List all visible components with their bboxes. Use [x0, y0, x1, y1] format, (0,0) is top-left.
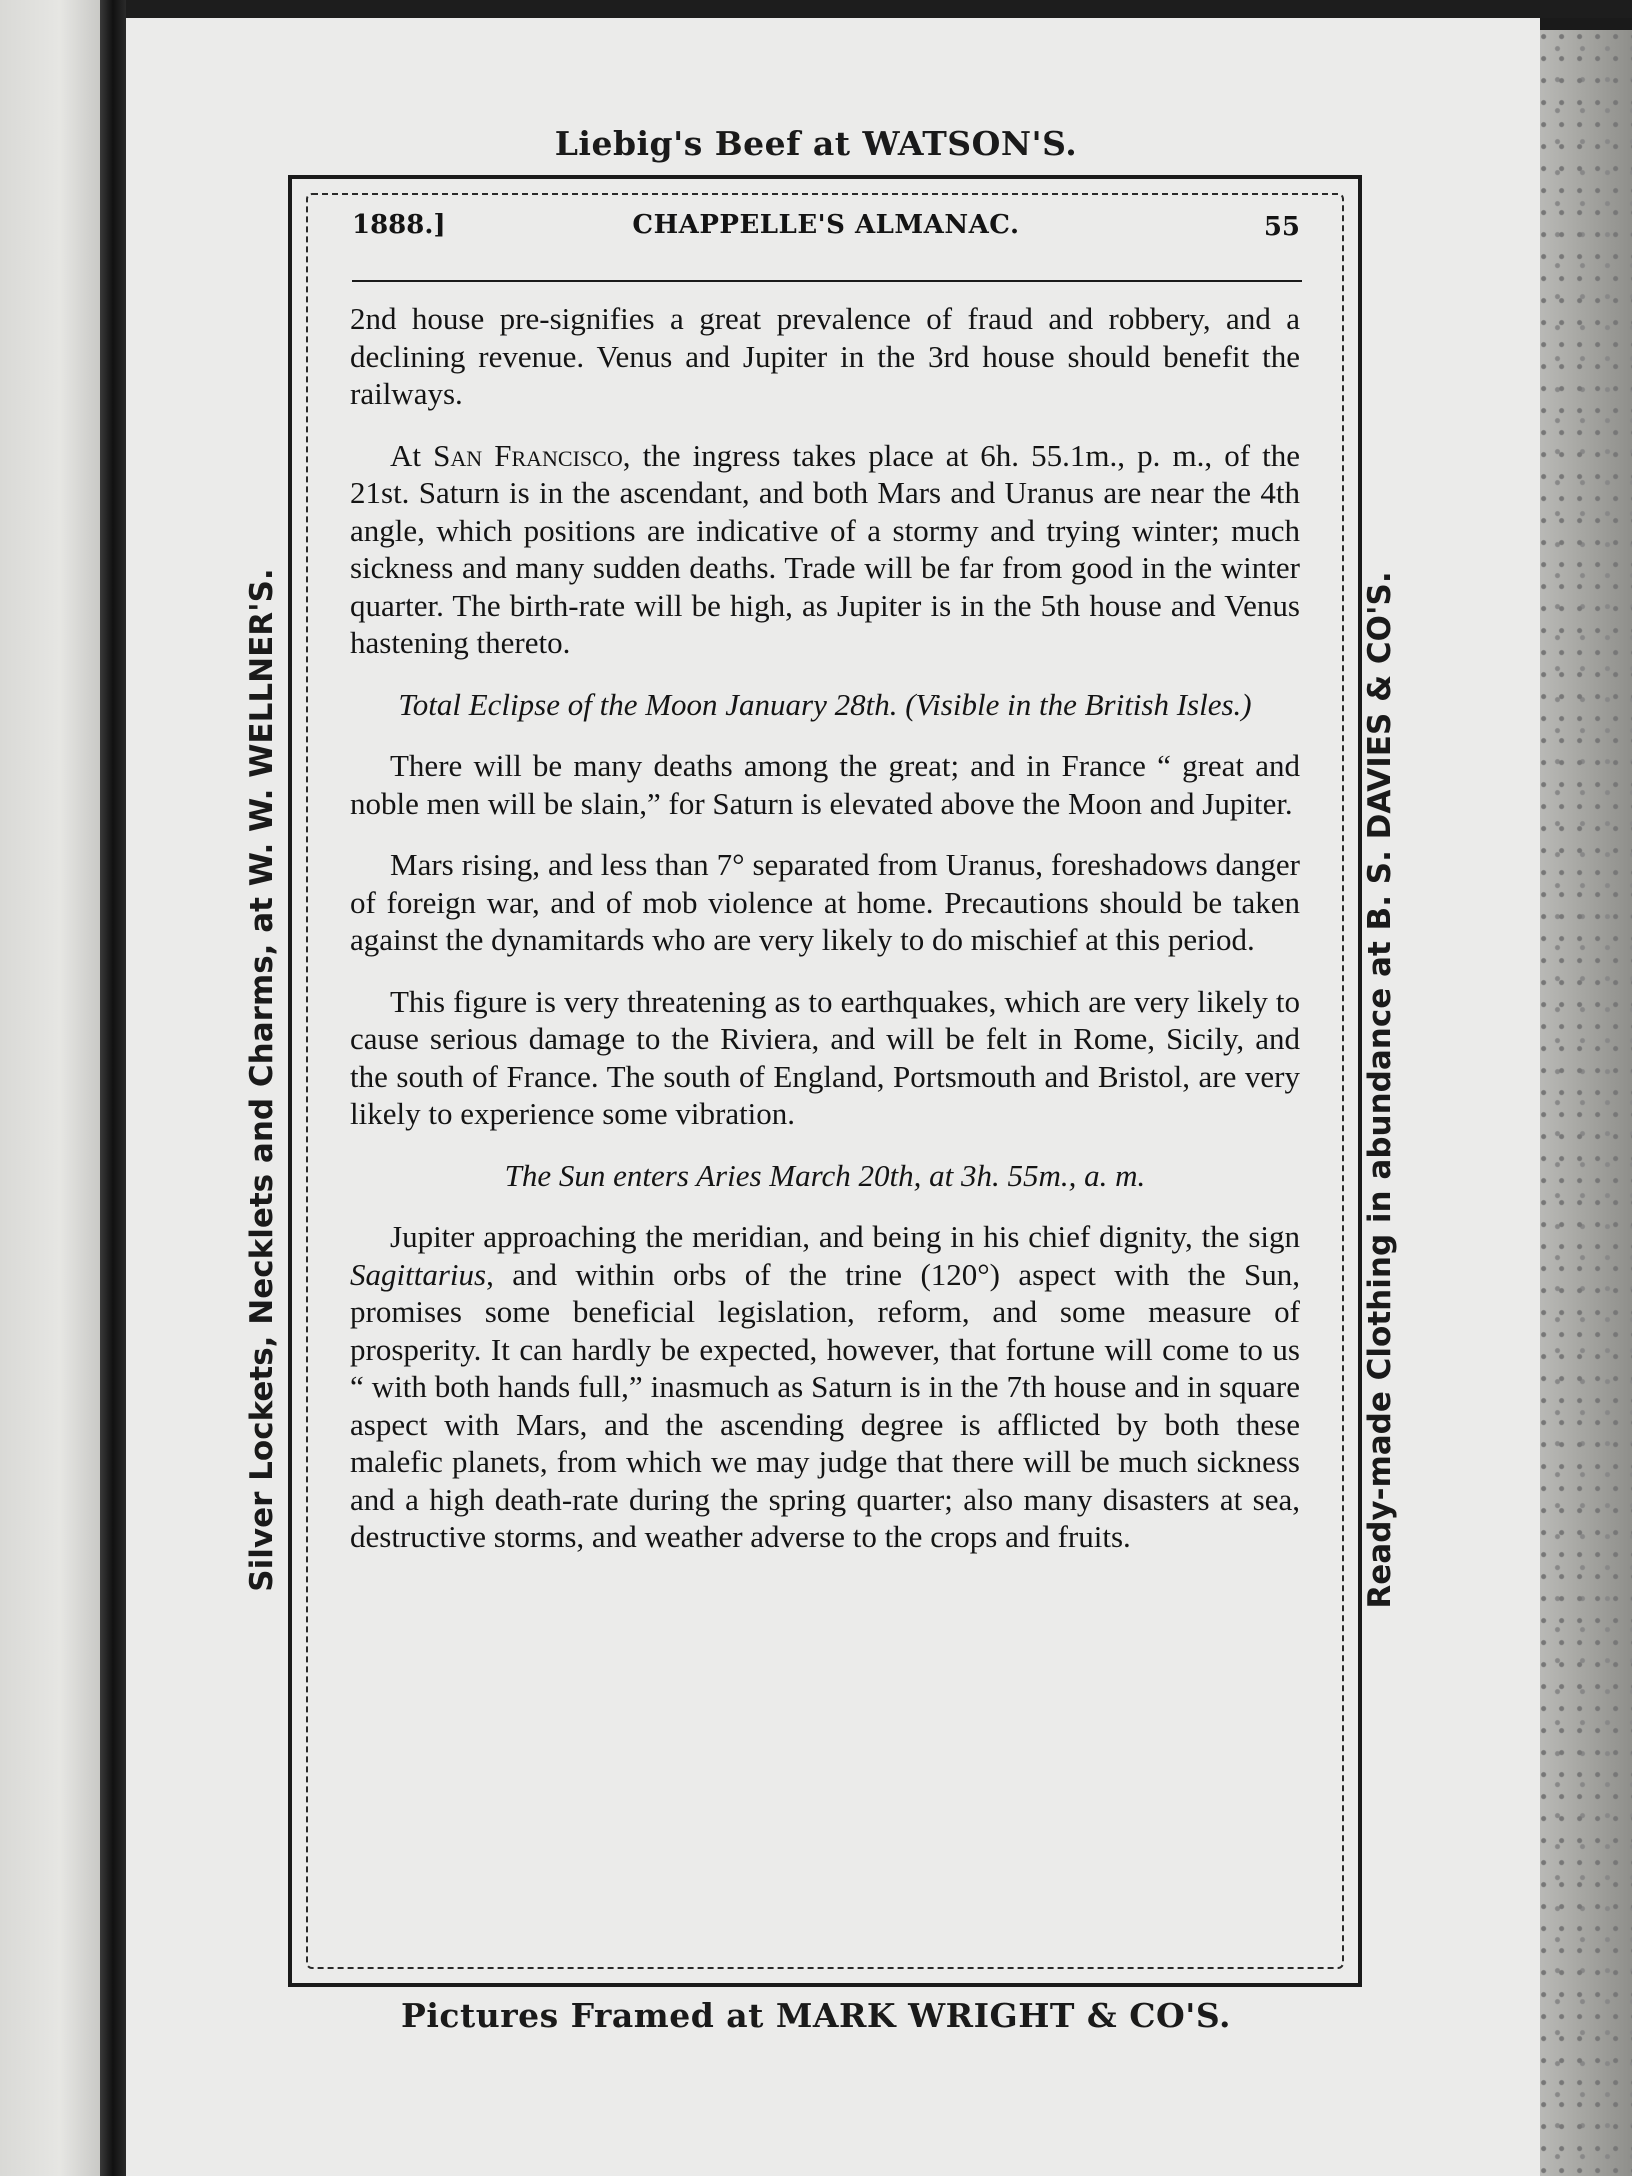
paragraph-2-lead: At: [390, 437, 434, 473]
facing-page-edge: [0, 0, 100, 2176]
paragraph-6: [350, 1218, 1300, 1556]
left-advertisement: Silver Lockets, Necklets and Charms, at W. W. WELLNER'S.: [244, 568, 280, 1592]
paragraph-1: 2nd house pre-signifies a great prevalence of fraud and robbery, and a declining revenue. Venus and Jupiter in the 3rd house should benefit the railways.: [350, 301, 1300, 411]
bottom-advertisement: Pictures Framed at MARK WRIGHT & CO'S.: [401, 1996, 1231, 2035]
page-body: [350, 300, 1300, 1580]
header-rule: [352, 280, 1302, 282]
paragraph-3: There will be many deaths among the great; and in France “ great and noble men will be slain,” for Saturn is elevated above the Moon and Jupiter.: [350, 748, 1300, 821]
book-gutter: [100, 0, 126, 2176]
right-advertisement: Ready-made Clothing in abundance at B. S. DAVIES & CO'S.: [1362, 571, 1398, 1609]
place-name: San Francisco: [433, 437, 623, 473]
scan-top-border: [126, 0, 1632, 18]
running-head: [352, 204, 1300, 250]
paragraph-4: Mars rising, and less than 7° separated from Uranus, foreshadows danger of foreign war, and of mob violence at home. Precautions should be taken against the dynamitards who are very likely to do mischief at this period.: [350, 847, 1300, 957]
paragraph-2-rest: , the ingress takes place at 6h. 55.1m., p. m., of the 21st. Saturn is in the ascendant, and both Mars and Uranus are near the 4th angle, which positions are indicative of a stormy and trying winter; much sickness and many sudden deaths. Trade will be far from good in the winter quarter. The birth-rate will be high, as Jupiter is in the 5th house and Venus hastening thereto.: [350, 437, 1300, 660]
section-heading-eclipse: Total Eclipse of the Moon January 28th. (Visible in the British Isles.): [398, 686, 1252, 722]
page-number: 55: [1263, 212, 1300, 242]
running-head-title: CHAPPELLE'S ALMANAC.: [632, 210, 1020, 240]
paragraph-6-a: Jupiter approaching the meridian, and being in his chief dignity, the sign: [390, 1219, 1300, 1254]
paragraph-2: [350, 437, 1300, 662]
section-heading-sun-aries: The Sun enters Aries March 20th, at 3h. 55m., a. m.: [504, 1157, 1146, 1193]
page-stack-edge: [1540, 30, 1632, 2176]
paragraph-5: This figure is very threatening as to earthquakes, which are very likely to cause serious damage to the Riviera, and will be felt in Rome, Sicily, and the south of France. The south of England, Portsmouth and Bristol, are very likely to experience some vibration.: [350, 983, 1300, 1131]
running-head-year: 1888.]: [352, 210, 446, 240]
top-advertisement: Liebig's Beef at WATSON'S.: [554, 124, 1078, 163]
sign-name: Sagittarius: [350, 1256, 487, 1292]
paragraph-6-b: , and within orbs of the trine (120°) aspect with the Sun, promises some beneficial legislation, reform, and some measure of prosperity. It can hardly be expected, however, that fortune will come to us “ with both hands full,” inasmuch as Saturn is in the 7th house and in square aspect with Mars, and the ascending degree is afflicted by both these malefic planets, from which we may judge that there will be much sickness and a high death-rate during the spring quarter; also many disasters at sea, destructive storms, and weather adverse to the crops and fruits.: [350, 1256, 1300, 1554]
